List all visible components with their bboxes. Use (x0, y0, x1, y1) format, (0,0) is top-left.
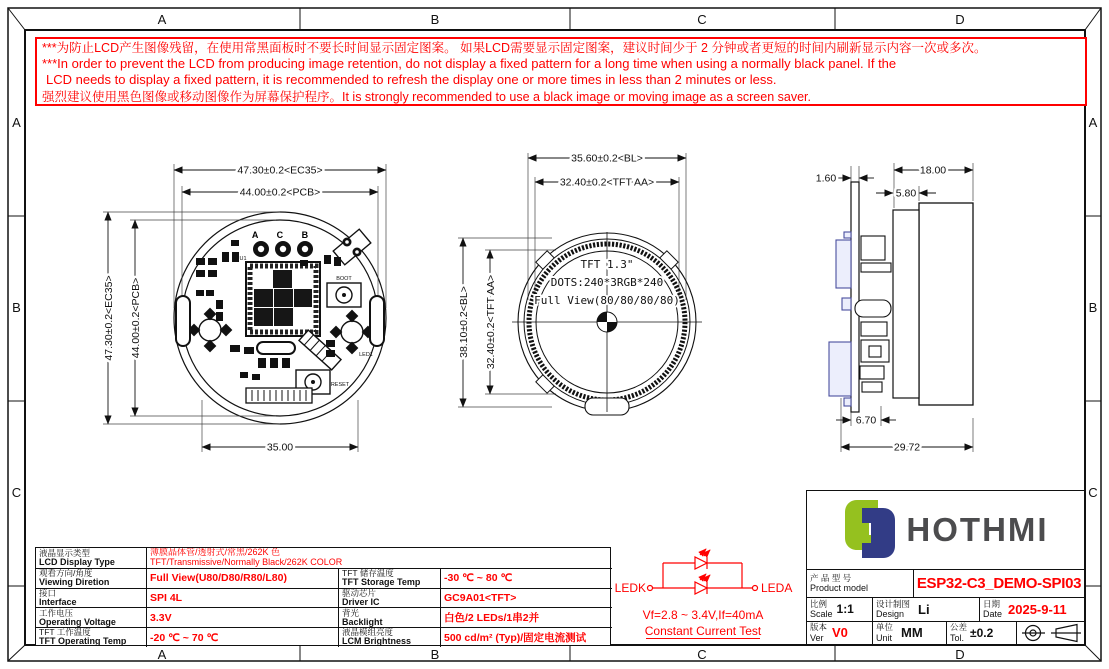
product-model-label: 产 品 型 号 Product model (810, 572, 869, 594)
unit-cell: 单位 Unit MM (872, 622, 946, 645)
projection-symbol (1020, 622, 1082, 644)
spec-value: 3.3V (146, 607, 338, 627)
led-circuit (615, 549, 793, 639)
zone-row-right: C (1088, 485, 1098, 500)
warning-line-cn-1: ***为防止LCD产生图像残留，在使用常黑面板时不要长时间显示固定图案。 如果LCD需要显示固定图案，建议时间少于 2 分钟或者更短的时间内刷新显示内容一次或多次。 (42, 41, 987, 55)
zone-col-top: B (430, 12, 440, 27)
zone-col-bottom: B (430, 647, 440, 662)
zone-row-left: A (12, 115, 21, 130)
dim-pcb-width-outer: 47.30±0.2<EC35> (237, 164, 323, 177)
version-cell: 版本 Ver V0 (810, 622, 848, 643)
pcb-reset-label: RESET (330, 382, 350, 388)
spec-value: 薄膜晶体管/透射式/常黑/262K 色 TFT/Transmissive/Normally Black/262K COLOR (146, 548, 612, 568)
spec-label: TFT 储存温度 TFT Storage Temp (338, 568, 440, 588)
zone-col-top: A (157, 12, 167, 27)
projection-cell (1016, 622, 1084, 645)
pcb-boot-label: BOOT (336, 276, 352, 282)
dim-pcb-hole-span: 35.00 (266, 441, 294, 454)
spec-value: GC9A01<TFT> (440, 588, 612, 608)
warning-line-cn-2: 强烈建议使用黑色图像或移动图像作为屏幕保护程序。It is strongly recommended to use a black image or moving image as a screen saver. (42, 89, 811, 104)
spec-label: 驱动芯片 Driver IC (338, 588, 440, 608)
led-symbol (695, 549, 710, 594)
zone-col-bottom: D (955, 647, 965, 662)
spec-label: 接口 Interface (36, 588, 146, 608)
tolerance-cell: 公差 Tol. ±0.2 (946, 622, 1016, 645)
zone-col-bottom: A (157, 647, 167, 662)
warning-line-en-2: LCD needs to display a fixed pattern, it is recommended to refresh the display one or more times in less than 2 minutes or less. (46, 72, 777, 88)
dim-pcb-height: 44.00±0.2<PCB> (130, 277, 142, 359)
zone-col-top: D (955, 12, 965, 27)
pcb-view (103, 164, 386, 454)
dim-lcd-height-bl: 38.10±0.2<BL> (458, 286, 470, 358)
side-view (816, 163, 973, 454)
zone-row-right: A (1088, 115, 1098, 130)
led-anode-label: LEDA (761, 581, 793, 595)
dim-pcb-thickness: 1.60 (815, 172, 837, 185)
spec-label: 液晶显示类型 LCD Display Type (39, 548, 115, 567)
hothmi-logo-text: HOTHMI (906, 511, 1049, 548)
pcb-led-label: LED1 (359, 352, 373, 358)
led-cathode-label: LEDK (614, 581, 646, 595)
led-note-text: Constant Current Test (644, 624, 762, 638)
zone-row-left: C (11, 485, 22, 500)
zone-row-left: B (12, 300, 21, 315)
scale-cell: 比例 Scale 1:1 (810, 598, 854, 619)
dim-total-depth: 29.72 (893, 441, 921, 454)
side-components (855, 236, 891, 392)
date-cell: 日期 Date 2025-9-11 (979, 598, 1084, 621)
zone-row-right: B (1088, 300, 1098, 315)
dim-lcd-width-aa: 32.40±0.2<TFT AA> (559, 176, 655, 189)
spec-label: 背光 Backlight (338, 607, 440, 627)
spec-label: 观看方向/角度 Viewing Diretion (36, 568, 146, 588)
spec-value: -30 ℃ ~ 80 ℃ (440, 568, 612, 588)
dim-lcd-height-aa: 32.40±0.2<TFT AA> (485, 274, 497, 370)
pcb-components (176, 229, 384, 403)
dim-frame-depth: 5.80 (895, 187, 917, 200)
pcb-pin-labels: A C B (251, 230, 317, 240)
logo-row (807, 491, 1084, 569)
dim-standoff: 6.70 (855, 414, 877, 427)
retention-warning-box (35, 37, 1087, 106)
spec-value: SPI 4L (146, 588, 338, 608)
title-block (806, 490, 1085, 645)
design-cell: 设计制图 Design Li (872, 598, 979, 621)
dim-pcb-height-outer: 47.30±0.2<EC35> (103, 275, 115, 361)
spec-value: 白色/2 LEDs/1串2并 (440, 607, 612, 627)
spec-value: Full View(U80/D80/R80/L80) (146, 568, 338, 588)
spec-label: TFT 工作温度 TFT Operating Temp (36, 627, 146, 647)
dim-pcb-width: 44.00±0.2<PCB> (239, 186, 321, 199)
dim-module-depth: 18.00 (919, 164, 947, 177)
lcd-view-text: Full View(80/80/80/80) (534, 294, 680, 307)
led-spec-text: Vf=2.8 ~ 3.4V,If=40mA (642, 608, 764, 622)
spec-value: 500 cd/m² (Typ)/固定电流测试 (440, 627, 612, 647)
lcd-view (458, 153, 702, 416)
pcb-chip-label: U1 (239, 256, 247, 262)
spec-table (35, 547, 611, 646)
spec-label: 液晶模组亮度 LCM Brightness (338, 627, 440, 647)
zone-col-top: C (697, 12, 707, 27)
product-model-value: ESP32-C3_DEMO-SPI03 (913, 570, 1084, 597)
lcd-size-text: TFT 1.3" (580, 258, 634, 271)
spec-value: -20 ℃ ~ 70 ℃ (146, 627, 338, 647)
dim-lcd-width-bl: 35.60±0.2<BL> (571, 152, 643, 165)
zone-col-bottom: C (697, 647, 707, 662)
spec-label: 工作电压 Operating Voltage (36, 607, 146, 627)
side-connectors (829, 232, 851, 406)
lcd-dots-text: DOTS:240*3RGB*240 (550, 276, 664, 289)
warning-line-en-1: ***In order to prevent the LCD from producing image retention, do not display a fixed pattern for a long time when using a normally black panel. If the (42, 56, 897, 72)
hothmi-logo-icon (842, 498, 900, 562)
